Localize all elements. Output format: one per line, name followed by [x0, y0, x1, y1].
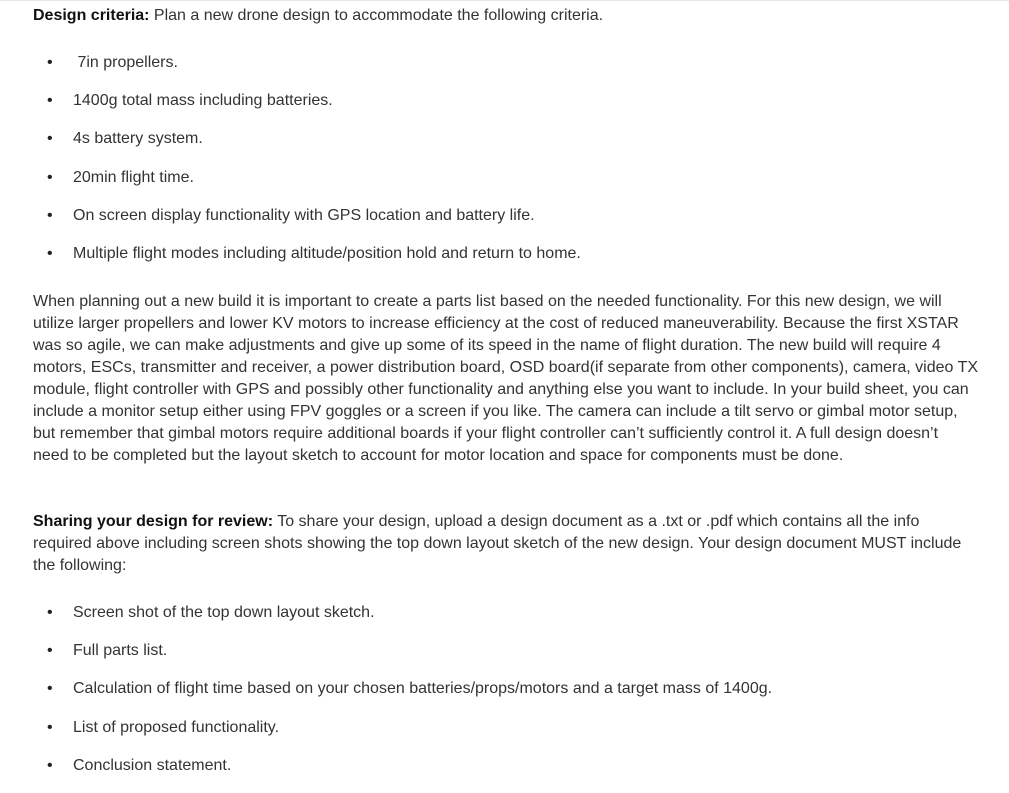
bullet-icon: • [47, 130, 53, 148]
top-divider [0, 0, 1009, 1]
bullet-icon: • [47, 604, 53, 621]
list-item-text: 1400g total mass including batteries. [73, 92, 333, 110]
sharing-label: Sharing your design for review: [33, 513, 274, 530]
bullet-icon: • [47, 718, 53, 736]
list-item [33, 205, 978, 243]
list-item-text: Screen shot of the top down layout sketch. [73, 604, 375, 621]
list-item-text: List of proposed functionality. [73, 718, 280, 736]
list-item [33, 717, 978, 755]
bullet-icon: • [47, 168, 53, 186]
list-item [33, 640, 978, 678]
bullet-icon: • [47, 244, 53, 262]
planning-paragraph: When planning out a new build it is important to create a parts list based on the needed functionality. For this new design, we will utilize larger propellers and lower KV motors to increase efficiency at the cost of reduced maneuverability. Because the first XSTAR was so agile, we can make adjustments and give up some of its speed in the name of flight duration. The new build will require 4 motors, ESCs, transmitter and receiver, a power distribution board, OSD board(if separate from other components), camera, video TX module, flight controller with GPS and possibly other functionality and anything else you want to include. In your build sheet, you can include a monitor setup either using FPV goggles or a screen if you like. The camera can include a tilt servo or gimbal motor setup, but remember that gimbal motors require additional boards if your flight controller can’t sufficiently control it. A full design doesn’t need to be completed but the layout sketch to account for motor location and space for components must be done. [33, 293, 979, 464]
list-item [33, 167, 978, 205]
design-criteria-label: Design criteria: [33, 7, 150, 24]
bullet-icon: • [47, 642, 53, 660]
list-item-text: On screen display functionality with GPS location and battery life. [73, 206, 535, 224]
list-item-text: 7in propellers. [73, 54, 178, 71]
list-item-text: Conclusion statement. [73, 756, 232, 774]
bullet-icon: • [47, 756, 53, 774]
list-item [33, 90, 978, 128]
bullet-icon: • [47, 680, 53, 698]
list-item-text: 20min flight time. [73, 168, 194, 186]
list-item [33, 678, 978, 716]
design-criteria-paragraph [33, 5, 603, 27]
list-item [33, 602, 978, 640]
list-item-text: Multiple flight modes including altitude/position hold and return to home. [73, 244, 581, 262]
list-item [33, 128, 978, 166]
sharing-paragraph [33, 511, 978, 577]
list-item-text: Full parts list. [73, 642, 168, 660]
list-item [33, 755, 978, 793]
design-criteria-list [33, 52, 978, 281]
bullet-icon: • [47, 54, 53, 71]
sharing-text: To share your design, upload a design document as a .txt or .pdf which contains all the info required above including screen shots showing the top down layout sketch of the new design. Your design document MUST include the following: [33, 513, 962, 574]
bullet-icon: • [47, 92, 53, 110]
list-item [33, 243, 978, 281]
list-item [33, 52, 978, 90]
requirements-list [33, 602, 978, 793]
list-item-text: 4s battery system. [73, 130, 203, 148]
design-criteria-intro: Plan a new drone design to accommodate the following criteria. [149, 7, 604, 24]
list-item-text: Calculation of flight time based on your chosen batteries/props/motors and a target mass of 1400g. [73, 680, 773, 698]
bullet-icon: • [47, 206, 53, 224]
